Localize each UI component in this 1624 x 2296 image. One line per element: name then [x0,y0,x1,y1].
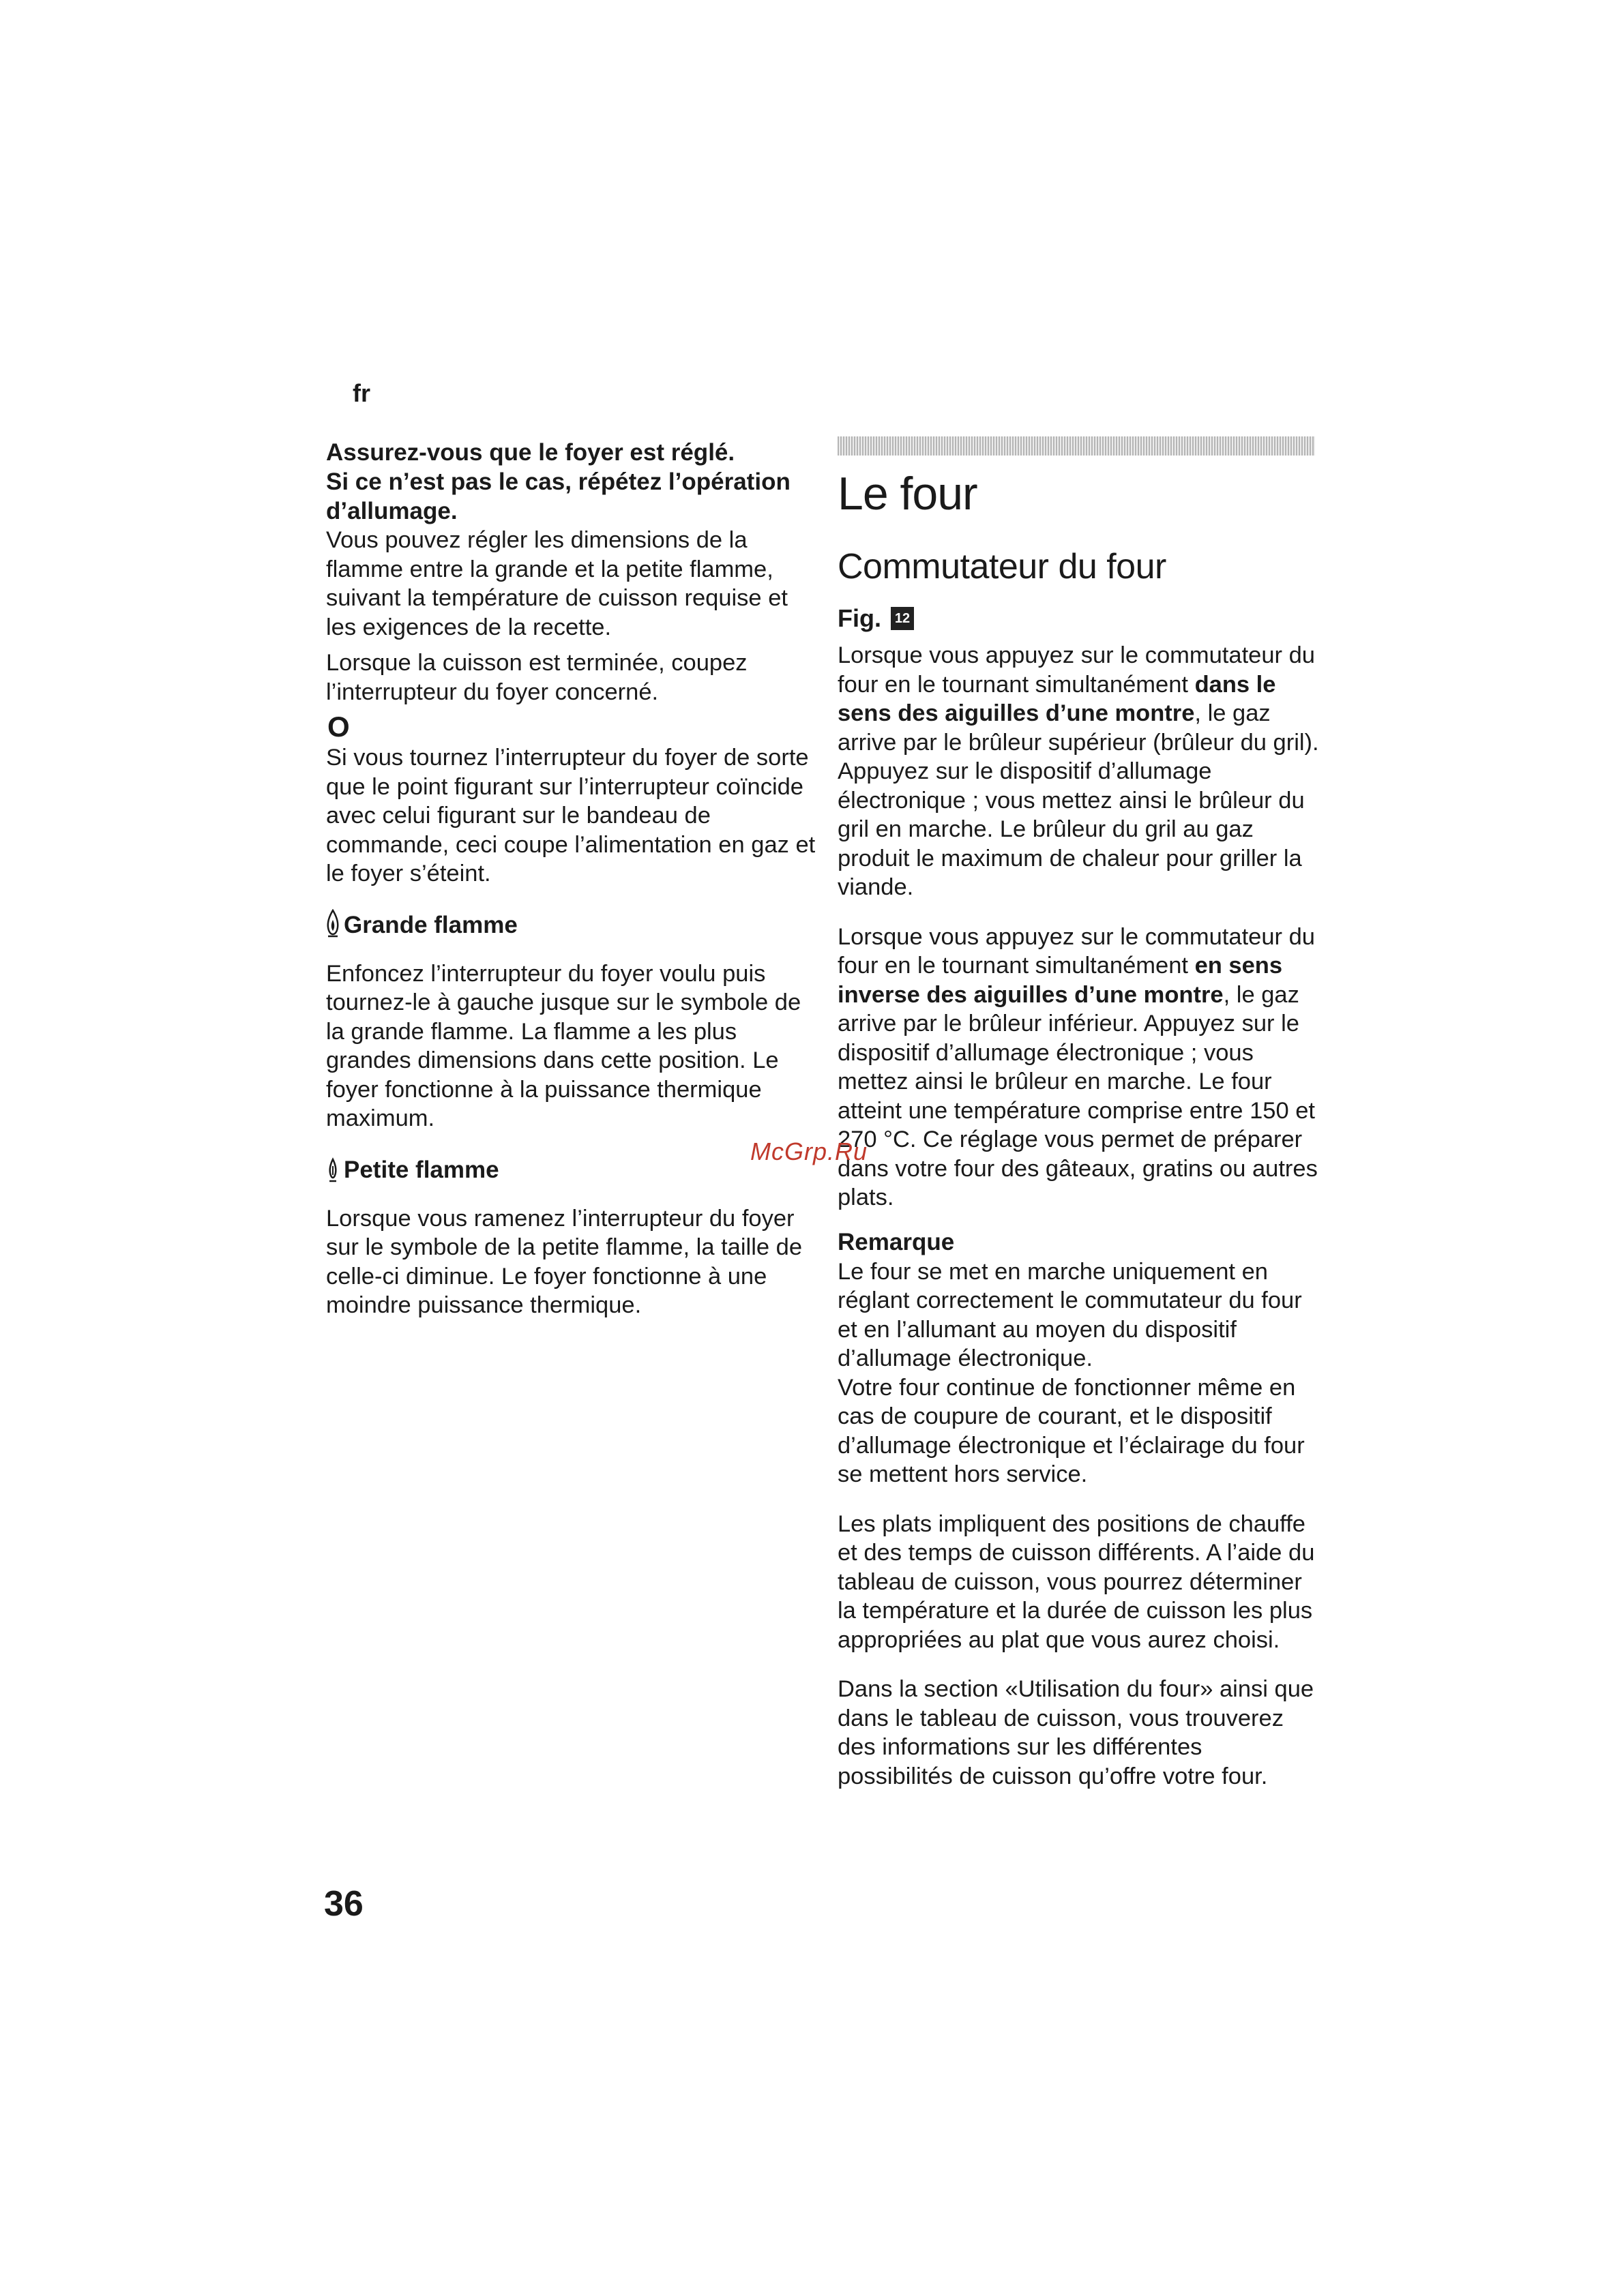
small-flame-label: Petite flamme [344,1156,499,1183]
left-column [326,438,817,1320]
watermark: McGrp.Ru [750,1137,868,1165]
small-flame-icon [326,1154,340,1182]
counterclockwise-emphasis: en sens inverse des aiguilles d’une montre [838,953,1283,1008]
off-paragraph: Si vous tournez l’interrupteur du foyer de sorte que le point figurant sur l’interrupteur coïncide avec celui figurant sur le bandeau de commande, ceci coupe l’alimentation en gaz et le foyer s’éteint. [326,745,816,886]
section-subtitle: Commutateur du four [838,547,1166,586]
oven-paragraph [838,923,1322,1212]
large-flame-label: Grande flamme [344,911,518,938]
small-flame-heading [326,1154,817,1185]
oven-text-end: , le gaz arrive par le brûleur inférieur. Appuyez sur le dispositif d’allumage électronique ; vous mettez ainsi le brûleur en marche. Le four atteint une température comprise entre 150 et 270 °C. Ce réglage vous permet de préparer dans votre four des gâteaux, gratins ou autres plats. [838,981,1318,1210]
section-reference-paragraph: Dans la section «Utilisation du four» ainsi que dans le tableau de cuisson, vous trouverez des informations sur les différentes possibilités de cuisson qu’offre votre four. [838,1676,1314,1789]
grill-paragraph [838,641,1322,902]
clockwise-emphasis: dans le sens des aiguilles d’une montre [838,671,1276,726]
dishes-paragraph: Les plats impliquent des positions de chauffe et des temps de cuisson différents. A l’aide du tableau de cuisson, vous pourrez déterminer la température et la durée de cuisson les plus appropriées au plat que vous aurez choisi. [838,1510,1315,1653]
grill-text-start: Lorsque vous appuyez sur le commutateur du four en le tournant simultanément [838,642,1315,698]
check-burner-heading: Assurez-vous que le foyer est réglé. [326,439,735,466]
language-marker: fr [353,379,370,407]
right-column [838,442,1322,1791]
figure-label: Fig. [838,604,881,632]
large-flame-heading [326,909,817,940]
large-flame-paragraph: Enfoncez l’interrupteur du foyer voulu puis tournez-le à gauche jusque sur le symbole de la grande flamme. La flamme a les plus grandes dimensions dans cette position. Le foyer fonctionne à la puissance thermique maximum. [326,960,801,1131]
remark-paragraph-2: Votre four continue de fonctionner même en cas de coupure de courant, et le dispositif d’allumage électronique et l’éclairage du four se mettent hors service. [838,1374,1305,1487]
oven-text-start: Lorsque vous appuyez sur le commutateur du four en le tournant simultanément [838,923,1315,979]
grill-text-end: , le gaz arrive par le brûleur supérieur (brûleur du gril). Appuyez sur le dispositif d’allumage électronique ; vous mettez ainsi le brûleur du gril en marche. Le brûleur du gril au gaz produit le maximum de chaleur pour griller la viande. [838,700,1319,900]
figure-reference [838,603,1322,634]
adjust-flame-paragraph: Vous pouvez régler les dimensions de la flamme entre la grande et la petite flamme, suivant la température de cuisson requise et les exigences de la recette. [326,527,788,640]
repeat-ignition-heading: Si ce n’est pas le cas, répétez l’opération d’allumage. [326,468,791,524]
finish-cooking-paragraph: Lorsque la cuisson est terminée, coupez l’interrupteur du foyer concerné. [326,650,748,705]
section-title: Le four [838,468,977,520]
large-flame-icon [326,909,340,938]
figure-number-badge: 12 [891,607,914,630]
remark-paragraph-1: Le four se met en marche uniquement en réglant correctement le commutateur du four et en l’allumant au moyen du dispositif d’allumage électronique. [838,1258,1302,1371]
off-symbol: O [327,711,350,743]
small-flame-paragraph: Lorsque vous ramenez l’interrupteur du foyer sur le symbole de la petite flamme, la taille de celle-ci diminue. Le foyer fonctionne à une moindre puissance thermique. [326,1205,803,1318]
remark-heading: Remarque [838,1228,955,1255]
page-number: 36 [324,1884,364,1924]
